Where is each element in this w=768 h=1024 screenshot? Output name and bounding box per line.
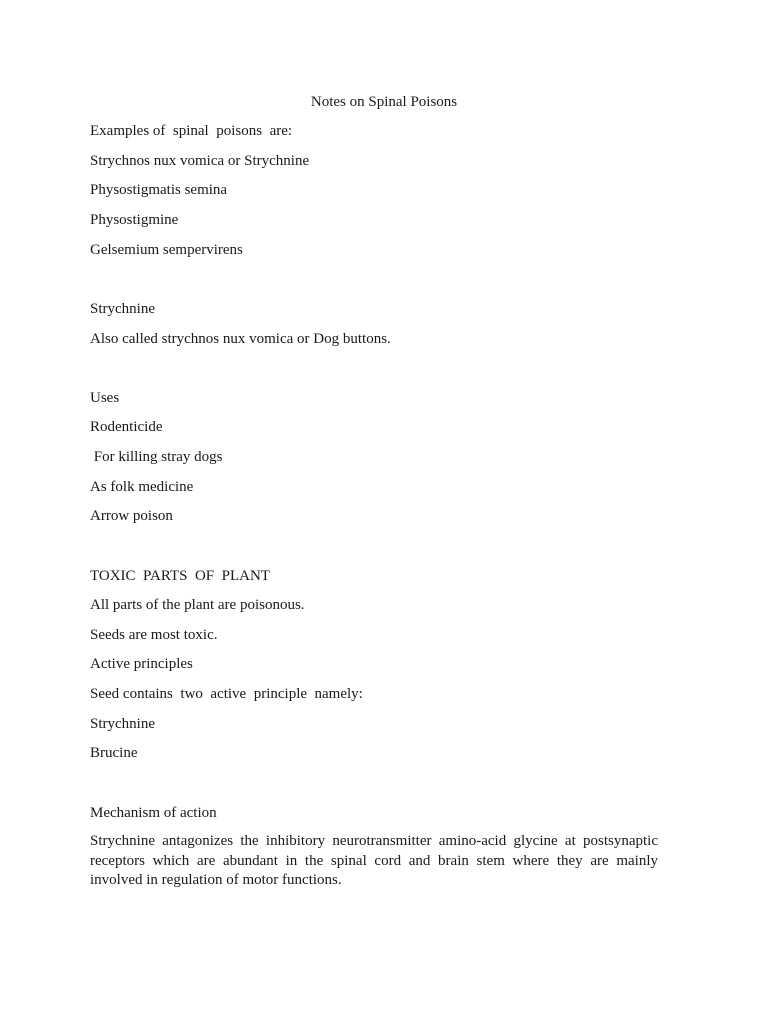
examples-heading: Examples of spinal poisons are:	[90, 123, 293, 139]
uses-heading: Uses	[90, 390, 120, 406]
use-item: As folk medicine	[90, 479, 194, 495]
strychnine-heading: Strychnine	[90, 301, 155, 317]
toxic-parts-line: Active principles	[90, 656, 193, 672]
active-principle-item: Strychnine	[90, 716, 155, 732]
use-item: Rodenticide	[90, 419, 163, 435]
use-item: For killing stray dogs	[90, 449, 223, 465]
example-item: Gelsemium sempervirens	[90, 242, 243, 258]
toxic-parts-line: Seeds are most toxic.	[90, 627, 218, 643]
toxic-parts-line: Seed contains two active principle namely:	[90, 686, 363, 702]
mechanism-paragraph: Strychnine antagonizes the inhibitory neurotransmitter amino-acid glycine at postsynaptic receptors which are abundant in the spinal cord and brain stem where they are mainly involved in regulation of motor functions.	[90, 833, 658, 888]
document-title: Notes on Spinal Poisons	[310, 94, 458, 110]
example-item: Physostigmine	[90, 212, 179, 228]
example-item: Strychnos nux vomica or Strychnine	[90, 153, 310, 169]
active-principle-item: Brucine	[90, 745, 138, 761]
strychnine-alias: Also called strychnos nux vomica or Dog buttons.	[90, 331, 391, 347]
toxic-parts-line: All parts of the plant are poisonous.	[90, 597, 305, 613]
mechanism-heading: Mechanism of action	[90, 805, 217, 821]
example-item: Physostigmatis semina	[90, 182, 228, 198]
use-item: Arrow poison	[90, 508, 173, 524]
toxic-parts-heading: TOXIC PARTS OF PLANT	[90, 568, 270, 584]
